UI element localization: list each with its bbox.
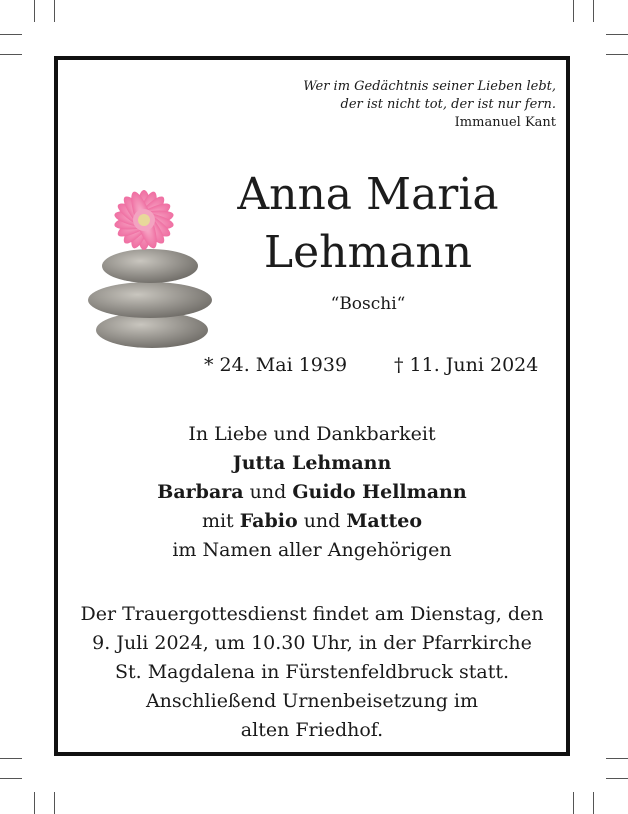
- crop-mark: [573, 792, 574, 814]
- conjunction: und: [243, 481, 293, 503]
- epigraph-author: Immanuel Kant: [454, 115, 556, 130]
- crop-mark: [34, 792, 35, 814]
- epigraph: [303, 78, 556, 132]
- service-notice: [58, 600, 566, 745]
- crop-mark: [593, 792, 594, 814]
- service-line: Der Trauergottesdienst findet am Dienstag, den: [80, 603, 544, 625]
- conjunction: mit: [201, 510, 240, 532]
- flower: [113, 189, 175, 251]
- mourner-name: Jutta Lehmann: [232, 452, 392, 474]
- mourner-name: Matteo: [346, 510, 423, 532]
- deceased-nickname: “Boschi“: [330, 294, 406, 314]
- crop-mark: [606, 758, 628, 759]
- mourner-name: Guido Hellmann: [292, 481, 467, 503]
- crop-mark: [54, 792, 55, 814]
- service-line: St. Magdalena in Fürstenfeldbruck statt.: [114, 661, 510, 683]
- mourners-intro: In Liebe und Dankbarkeit: [188, 423, 436, 445]
- mourner-name: Fabio: [239, 510, 298, 532]
- crop-mark: [593, 0, 594, 22]
- mourners-block: [58, 420, 566, 565]
- service-line: Anschließend Urnenbeisetzung im: [145, 690, 479, 712]
- crop-mark: [573, 0, 574, 22]
- crop-mark: [606, 54, 628, 55]
- crop-mark: [34, 0, 35, 22]
- deceased-surname: Lehmann: [263, 227, 473, 278]
- service-line: alten Friedhof.: [240, 719, 384, 741]
- death-date: † 11. Juni 2024: [394, 354, 539, 376]
- birth-date: * 24. Mai 1939: [204, 354, 348, 376]
- epigraph-line: der ist nicht tot, der ist nur fern.: [340, 97, 556, 112]
- crop-mark: [0, 34, 22, 35]
- deceased-first-names: Anna Maria: [237, 169, 499, 220]
- crop-mark: [54, 0, 55, 22]
- epigraph-line: Wer im Gedächtnis seiner Lieben lebt,: [303, 79, 556, 94]
- mourners-closing: im Namen aller Angehörigen: [172, 539, 452, 561]
- stone: [102, 249, 198, 283]
- crop-mark: [0, 778, 22, 779]
- mourner-name: Barbara: [157, 481, 244, 503]
- crop-mark: [0, 758, 22, 759]
- crop-mark: [606, 34, 628, 35]
- service-line: 9. Juli 2024, um 10.30 Uhr, in der Pfarrkirche: [92, 632, 532, 654]
- crop-mark: [606, 778, 628, 779]
- conjunction: und: [297, 510, 347, 532]
- obituary-frame: [54, 56, 570, 756]
- crop-mark: [0, 54, 22, 55]
